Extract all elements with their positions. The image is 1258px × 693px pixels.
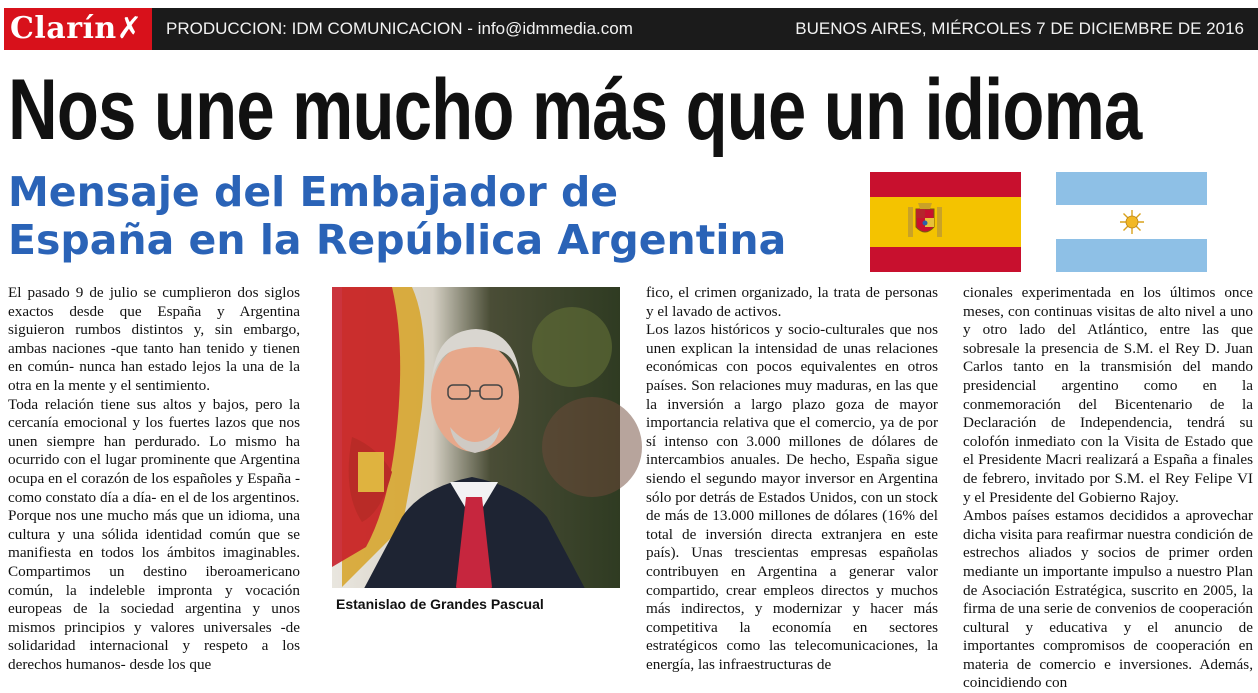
- paragraph: Toda relación tiene sus altos y bajos, pero la cercanía emocional y los fuertes lazos que nos unen siempre han perdurado. Lo mismo ha ocurrido con el lugar prominente que Argentina ocupa en el corazón de los españoles y España -como constato día a día- en el de los argentinos.: [8, 395, 300, 506]
- article-column-3: [646, 284, 938, 673]
- article-column-4: [963, 284, 1253, 692]
- paragraph: Porque nos une mucho más que un idioma, una cultura y una sólida identidad común que se manifiesta en todos los ámbitos imaginables. Compartimos un destino iberoamericano común, la indeleble impronta y vocación europeas de la sociedad argentina y unos mismos principios y valores universales -de solidaridad internacional y respeto a los derechos humanos- desde los que: [8, 507, 300, 673]
- paragraph: Ambos países estamos decididos a aprovechar dicha visita para reafirmar nuestra condición de estrechos aliados y socios de primer orden mediante un importante impulso a nuestro Plan de Asociación Estratégica, suscrito en 2005, la firma de una serie de convenios de cooperación cultural y educativa y el anuncio de importantes compromisos de cooperación en materia de comercio e inversiones. Además, coincidiendo con: [963, 507, 1253, 692]
- subhead: [8, 168, 786, 264]
- photo-caption: Estanislao de Grandes Pascual: [336, 596, 544, 612]
- paragraph: cionales experimentada en los últimos once meses, con continuas visitas de alto nivel a uno y otro lado del Atlántico, entre las que sobresale la presencia de S.M. el Rey D. Juan Carlos tanto en la transmisión del mando presidencial argentino como en la conmemoración del Bicentenario de la Declaración de Independencia, tendrá su colofón inmediato con la Visita de Estado que el Presidente Macri realizará a España a finales de febrero, invitado por S.M. el Rey Felipe VI y el Presidente del Gobierno Rajoy.: [963, 284, 1253, 506]
- production-credit: PRODUCCION: IDM COMUNICACION - info@idmmedia.com: [166, 19, 633, 38]
- headline: Nos une mucho más que un idioma: [8, 62, 1142, 158]
- argentina-flag-image: [1056, 172, 1207, 272]
- paragraph: fico, el crimen organizado, la trata de personas y el lavado de activos.: [646, 284, 938, 320]
- clarin-logo[interactable]: [4, 8, 152, 50]
- subhead-line-2: España en la República Argentina: [8, 216, 787, 264]
- dateline: BUENOS AIRES, MIÉRCOLES 7 DE DICIEMBRE DE 2016: [795, 19, 1244, 38]
- sun-of-may-icon: [1120, 210, 1144, 234]
- subhead-line-1: Mensaje del Embajador de: [8, 168, 619, 216]
- logo-mark-icon: ✗: [116, 11, 143, 46]
- paragraph: El pasado 9 de julio se cumplieron dos siglos exactos desde que España y Argentina siguieron rumbos distintos y, sin embargo, ambas naciones -que tanto han tenido y tienen en común- nunca han estado lejos la una de la otra en la mente y el sentimiento.: [8, 284, 300, 394]
- ambassador-photo: [332, 287, 620, 630]
- spain-coat-of-arms-icon: [906, 201, 944, 243]
- spain-flag-image: [870, 172, 1021, 272]
- logo-text: Clarín: [10, 11, 117, 46]
- article-column-1: [8, 284, 300, 673]
- portrait-illustration: [332, 287, 620, 630]
- masthead: [0, 0, 1258, 60]
- paragraph: Los lazos históricos y socio-culturales que nos unen explican la intensidad de unas relaciones económicas con pocos equivalentes en otros países. Son relaciones muy maduras, en las que la inversión a largo plazo goza de mayor importancia relativa que el comercio, ya de por sí intenso con 3.000 millones de dólares de intercambios anuales. De hecho, España sigue siendo el segundo mayor inversor en Argentina sólo por detrás de Estados Unidos, con un stock de más de 13.000 millones de dólares (16% del total de inversión directa extranjera en este país). Unas trescientas empresas españolas contribuyen en Argentina a generar valor compartido, crear empleos directos y muchos más indirectos, y modernizar y hacer más competitiva la economía en sectores estratégicos como las telecomunicaciones, la energía, las infraestructuras de: [646, 321, 938, 673]
